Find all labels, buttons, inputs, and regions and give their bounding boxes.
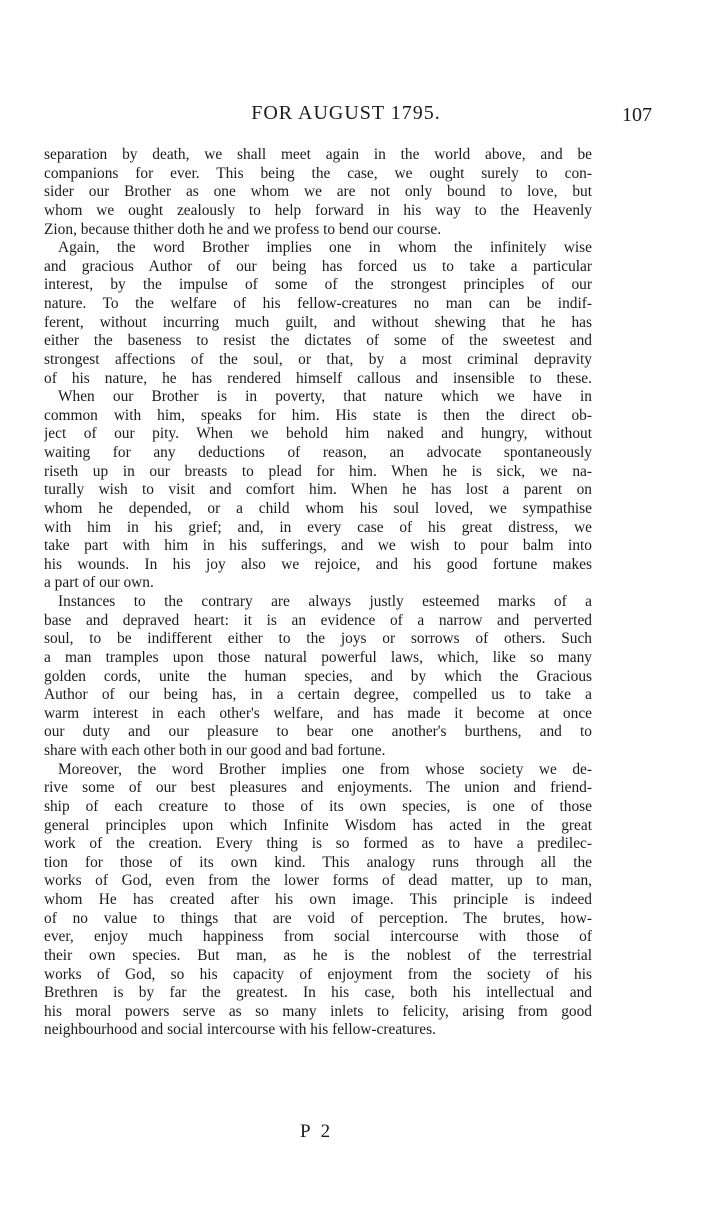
text-line: neighbourhood and social intercourse with his fellow-creatures.: [44, 1021, 436, 1039]
text-line: sider our Brother as one whom we are not only bound to love, but: [44, 183, 592, 201]
text-line: ship of each creature to those of its own species, is one of those: [44, 797, 592, 815]
text-line: Author of our being has, in a certain degree, compelled us to take a: [44, 686, 592, 704]
text-line: work of the creation. Every thing is so formed as to have a predilec-: [44, 835, 592, 853]
text-line: Brethren is by far the greatest. In his case, both his intellectual and: [44, 984, 592, 1002]
running-head: [40, 100, 652, 128]
text-line: companions for ever. This being the case, we ought surely to con-: [44, 164, 592, 182]
text-line: waiting for any deductions of reason, an advocate spontaneously: [44, 444, 592, 461]
text-line: whom he depended, or a child whom his soul loved, we sympathise: [44, 499, 592, 517]
text-line: riseth up in our breasts to plead for him. When he is sick, we na-: [44, 462, 592, 480]
text-line: nature. To the welfare of his fellow-creatures no man can be indif-: [44, 295, 592, 312]
text-line: whom He has created after his own image. This principle is indeed: [44, 891, 592, 908]
text-line: ever, enjoy much happiness from social intercourse with those of: [44, 928, 592, 946]
text-line: a part of our own.: [44, 574, 154, 592]
text-line: interest, by the impulse of some of the strongest principles of our: [44, 276, 592, 294]
body-text: [44, 146, 592, 1040]
text-line: common with him, speaks for him. His state is then the direct ob-: [44, 406, 592, 424]
text-line: tion for those of its own kind. This analogy runs through all the: [44, 853, 592, 871]
text-line: either the baseness to resist the dictates of some of the sweetest and: [44, 332, 592, 350]
text-line: Again, the word Brother implies one in whom the infinitely wise: [58, 239, 592, 257]
text-line: warm interest in each other's welfare, and has made it become at once: [44, 704, 592, 722]
text-line: soul, to be indifferent either to the joys or sorrows of others. Such: [44, 630, 592, 648]
text-line: turally wish to visit and comfort him. When he has lost a parent on: [44, 481, 592, 499]
text-line: Instances to the contrary are always justly esteemed marks of a: [58, 593, 592, 610]
text-line: his wounds. In his joy also we rejoice, and his good fortune makes: [44, 555, 592, 573]
page-title: FOR AUGUST 1795.: [251, 102, 441, 124]
page-number: 107: [622, 104, 652, 126]
text-line: ject of our pity. When we behold him naked and hungry, without: [44, 425, 592, 443]
text-line: with him in his grief; and, in every case of his great distress, we: [44, 518, 592, 536]
text-line: our duty and our pleasure to bear one another's burthens, and to: [44, 723, 592, 741]
text-line: his moral powers serve as so many inlets to felicity, arising from good: [44, 1002, 592, 1020]
text-line: separation by death, we shall meet again in the world above, and be: [44, 146, 592, 163]
text-line: of his nature, he has rendered himself callous and insensible to these.: [44, 369, 592, 387]
text-line: Zion, because thither doth he and we profess to bend our course.: [44, 220, 442, 238]
text-line: whom we ought zealously to help forward in his way to the Heavenly: [44, 201, 592, 219]
text-line: strongest affections of the soul, or that, by a most criminal depravity: [44, 350, 592, 368]
text-line: base and depraved heart: it is an evidence of a narrow and perverted: [44, 611, 592, 629]
text-line: golden cords, unite the human species, and by which the Gracious: [44, 667, 592, 685]
text-line: Moreover, the word Brother implies one from whose society we de-: [58, 760, 592, 778]
text-line: rive some of our best pleasures and enjoyments. The union and friend-: [44, 779, 592, 797]
signature-mark: P 2: [300, 1121, 334, 1142]
text-line: and gracious Author of our being has forced us to take a particular: [44, 257, 592, 275]
text-line: works of God, so his capacity of enjoyment from the society of his: [44, 965, 592, 983]
text-line: works of God, even from the lower forms of dead matter, up to man,: [44, 872, 592, 890]
text-line: take part with him in his sufferings, and we wish to pour balm into: [44, 537, 592, 555]
text-line: general principles upon which Infinite Wisdom has acted in the great: [44, 816, 592, 834]
text-line: When our Brother is in poverty, that nature which we have in: [58, 388, 592, 406]
text-line: share with each other both in our good and bad fortune.: [44, 742, 386, 759]
text-line: ferent, without incurring much guilt, and without shewing that he has: [44, 313, 592, 331]
text-line: their own species. But man, as he is the noblest of the terrestrial: [44, 946, 592, 964]
text-line: a man tramples upon those natural powerful laws, which, like so many: [44, 648, 592, 666]
text-line: of no value to things that are void of perception. The brutes, how-: [44, 909, 592, 927]
